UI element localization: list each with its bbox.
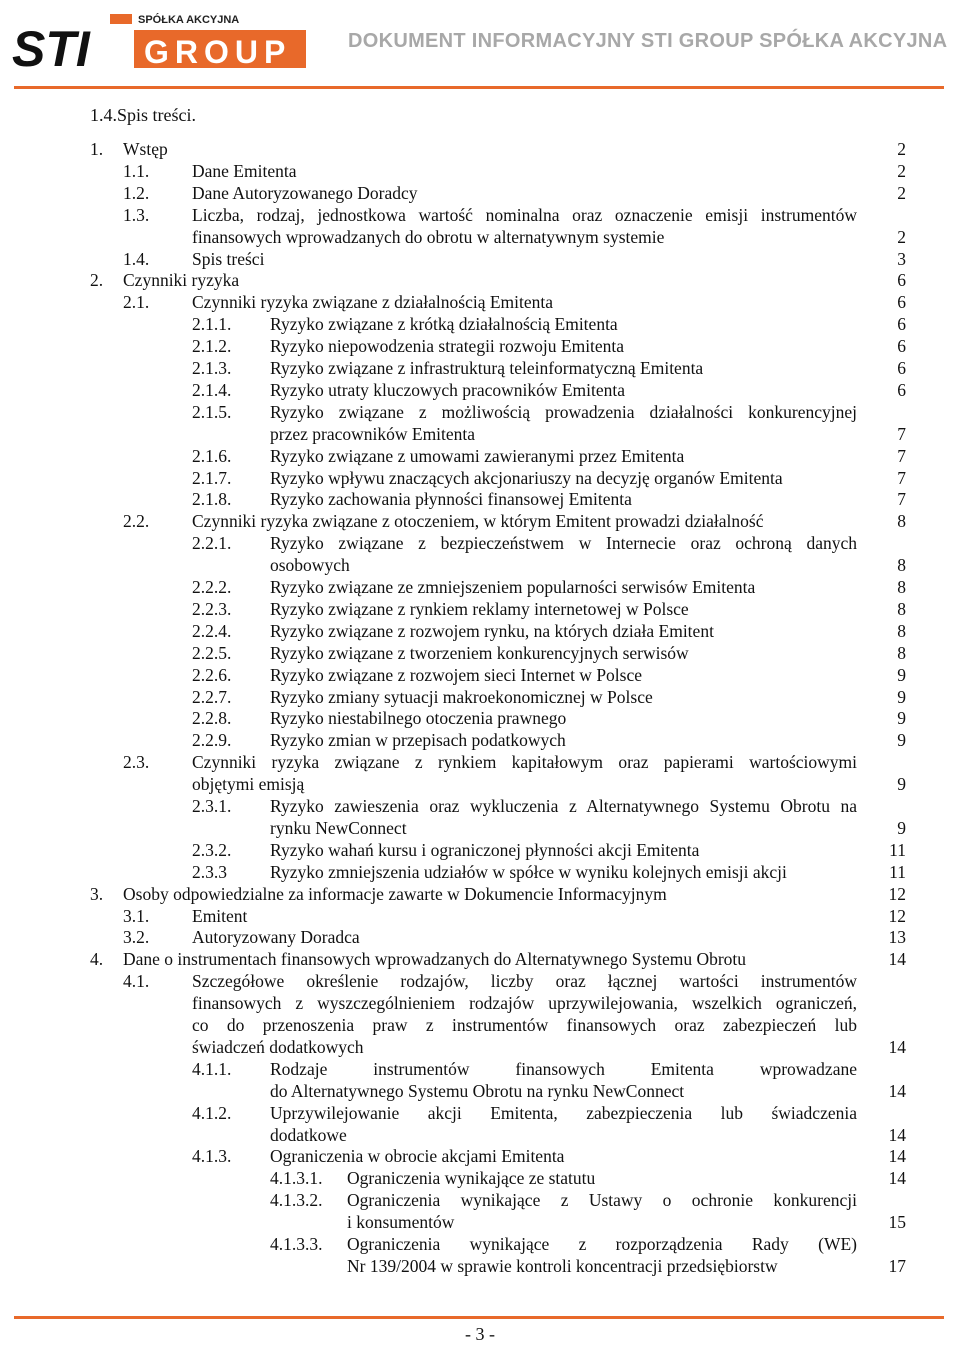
toc-entry-title: Ograniczenia wynikające z rozporządzenia Rady (WE) [347, 1234, 857, 1254]
toc-entry-title: Szczegółowe określenie rodzajów, liczby oraz łącznej wartości instrumentów [192, 971, 857, 992]
toc-entry-number: 2.2.2. [192, 577, 232, 597]
toc-entry-title: Ryzyko utraty kluczowych pracowników Emitenta [270, 379, 626, 400]
toc-entry-title: Liczba, rodzaj, jednostkowa wartość nominalna oraz oznaczenie emisji instrumentów [192, 204, 857, 225]
toc-entry-number: 4.1. [123, 971, 150, 992]
toc-entry-number: 3.2. [123, 927, 150, 948]
toc-entry-title: Czynniki ryzyka związane z rynkiem kapitałowym oraz papierami wartościowymi [192, 752, 857, 773]
document-header-title: DOKUMENT INFORMACYJNY STI GROUP SPÓŁKA AKCYJNA [348, 30, 948, 52]
toc-entry-page: 6 [897, 379, 906, 400]
toc-entry-number: 2.2.1. [192, 533, 232, 554]
toc-entry-title: Dane Emitenta [192, 160, 297, 181]
toc-entry-number: 1.2. [123, 182, 150, 203]
toc-entry-title: dodatkowe [270, 1124, 347, 1145]
toc-entry-page: 12 [888, 905, 906, 926]
toc-entry-title: Autoryzowany Doradca [192, 927, 360, 948]
toc-entry-number: 2.1.1. [192, 314, 232, 335]
toc-entry-page: 8 [897, 598, 906, 619]
toc-entry-title: Ryzyko związane z rozwojem sieci Internet w Polsce [270, 664, 643, 685]
toc-entry-page: 14 [888, 949, 906, 970]
toc-entry-number: 2.3. [123, 752, 150, 773]
toc-entry-title: Ryzyko zachowania płynności finansowej Emitenta [270, 489, 632, 510]
toc-entry-page: 14 [888, 1036, 906, 1057]
toc-entry-page: 2 [897, 182, 906, 203]
toc-entry-page: 11 [889, 861, 906, 882]
toc-entry-page: 17 [888, 1255, 906, 1276]
toc-entry-page: 8 [897, 620, 906, 641]
toc-entry-title: Czynniki ryzyka [123, 270, 240, 291]
toc-entry-page: 14 [888, 1168, 906, 1189]
toc-entry-title: Ograniczenia wynikające ze statutu [347, 1168, 596, 1189]
toc-entry-page: 3 [897, 248, 906, 269]
toc-entry-title: Ryzyko zmiany sytuacji makroekonomicznej w Polsce [270, 686, 653, 707]
toc-entry-title: Czynniki ryzyka związane z otoczeniem, w którym Emitent prowadzi działalność [192, 511, 764, 532]
toc-entry-page: 9 [897, 774, 906, 795]
toc-entry-title: Ograniczenia w obrocie akcjami Emitenta [270, 1146, 565, 1167]
toc-entry-page: 9 [897, 708, 906, 729]
toc-entry-title: przez pracowników Emitenta [270, 423, 476, 444]
toc-entry-number: 2.1.6. [192, 445, 232, 466]
toc-entry-number: 2.3.3 [192, 861, 227, 882]
toc-entry-number: 2.2.7. [192, 686, 232, 707]
toc-entry-number: 2.3.2. [192, 839, 232, 860]
toc-entry-number: 2.1.3. [192, 358, 232, 378]
toc-entry-title: Ryzyko związane ze zmniejszeniem popularności serwisów Emitenta [270, 577, 756, 597]
toc-entry-number: 4.1.1. [192, 1058, 232, 1079]
toc-entry-page: 7 [897, 467, 906, 488]
toc-entry-number: 2.1.7. [192, 467, 232, 488]
toc-entry-page: 6 [897, 336, 906, 357]
toc-entry-title: do Alternatywnego Systemu Obrotu na rynku NewConnect [270, 1080, 685, 1101]
toc-entry-page: 14 [888, 1124, 906, 1145]
toc-entry-title: objętymi emisją [192, 774, 305, 795]
toc-entry-title: Wstęp [123, 139, 168, 159]
toc-entry-title: Ryzyko związane z bezpieczeństwem w Internecie oraz ochroną danych [270, 533, 857, 554]
toc-entry-title: Spis treści [192, 248, 265, 269]
toc-entry-title: finansowych wprowadzanych do obrotu w alternatywnym systemie [192, 226, 665, 247]
logo-small-text: SPÓŁKA AKCYJNA [138, 14, 240, 26]
toc-entry-page: 11 [889, 839, 906, 860]
toc-entry-number: 4. [90, 949, 104, 970]
toc-entry-number: 2. [90, 270, 104, 291]
toc-entry-number: 2.1.4. [192, 379, 232, 400]
logo-group-text: GROUP [144, 34, 292, 70]
toc-entry-number: 1.1. [123, 160, 150, 181]
toc-entry-title: i konsumentów [347, 1212, 455, 1233]
toc-entry-page: 6 [897, 358, 906, 378]
toc-entry-title: Ograniczenia wynikające z Ustawy o ochronie konkurencji [347, 1190, 857, 1211]
toc-entry-number: 2.2.5. [192, 642, 232, 663]
logo-sti-text: STI [12, 21, 90, 72]
toc-entry-page: 8 [897, 511, 906, 532]
toc-entry-title: Ryzyko wahań kursu i ograniczonej płynności akcji Emitenta [270, 839, 700, 860]
toc-entry-title: Ryzyko zmniejszenia udziałów w spółce w wyniku kolejnych emisji akcji [270, 861, 787, 882]
toc-entry-title: Ryzyko zawieszenia oraz wykluczenia z Alternatywnego Systemu Obrotu na [270, 796, 857, 816]
toc-entry-number: 4.1.3. [192, 1146, 232, 1167]
toc-entry-title: świadczeń dodatkowych [192, 1036, 364, 1057]
toc-entry-number: 2.2. [123, 511, 150, 532]
toc-entry-title: Ryzyko związane z infrastrukturą teleinformatyczną Emitenta [270, 358, 704, 378]
page-number: - 3 - [465, 1324, 495, 1344]
toc-entry-number: 2.1.8. [192, 489, 232, 510]
toc-entry-title: finansowych z wyszczególnieniem rodzajów uprzywilejowania, wszelkich ograniczeń, [192, 993, 857, 1014]
toc-entry-page: 13 [888, 927, 906, 948]
toc-entry-title: rynku NewConnect [270, 817, 407, 838]
toc-entry-number: 1. [90, 139, 104, 159]
toc-entry-title: Rodzaje instrumentów finansowych Emitenta wprowadzane [270, 1058, 857, 1079]
toc-entry-title: Ryzyko zmian w przepisach podatkowych [270, 730, 566, 751]
toc-entry-number: 4.1.2. [192, 1102, 232, 1123]
toc-entry-number: 4.1.3.3. [270, 1234, 323, 1254]
toc-entry-page: 6 [897, 314, 906, 335]
toc-entry-number: 3.1. [123, 905, 150, 926]
toc-entry-title: Ryzyko niepowodzenia strategii rozwoju Emitenta [270, 336, 625, 357]
toc-entry-number: 2.1.5. [192, 401, 232, 422]
toc-entry-page: 14 [888, 1080, 906, 1101]
toc-entry-page: 8 [897, 577, 906, 597]
toc-entry-page: 9 [897, 686, 906, 707]
toc-entry-title: osobowych [270, 555, 350, 576]
toc-entry-title: Czynniki ryzyka związane z działalnością Emitenta [192, 292, 554, 313]
toc-entry-title: Nr 139/2004 w sprawie kontroli koncentracji przedsiębiorstw [347, 1255, 778, 1276]
toc-entry-number: 4.1.3.1. [270, 1168, 323, 1189]
toc-entry-page: 8 [897, 555, 906, 576]
toc-entry-page: 15 [888, 1212, 906, 1233]
toc-entry-title: Emitent [192, 905, 248, 926]
toc-entry-page: 9 [897, 664, 906, 685]
toc-entry-title: Ryzyko związane z możliwością prowadzenia działalności konkurencyjnej [270, 401, 857, 422]
toc-entry-title: Osoby odpowiedzialne za informacje zawarte w Dokumencie Informacyjnym [123, 883, 667, 904]
toc-entry-page: 14 [888, 1146, 906, 1167]
toc-entry-number: 2.1.2. [192, 336, 232, 357]
toc-entry-title: Dane Autoryzowanego Doradcy [192, 182, 418, 203]
toc-entry-page: 6 [897, 270, 906, 291]
toc-entry-title: Ryzyko związane z umowami zawieranymi przez Emitenta [270, 445, 685, 466]
toc-entry-number: 2.2.8. [192, 708, 232, 729]
toc-entry-page: 2 [897, 160, 906, 181]
toc-entry-number: 2.2.6. [192, 664, 232, 685]
toc-entry-number: 1.3. [123, 204, 150, 225]
toc-entry-page: 12 [888, 883, 906, 904]
toc-entry-number: 1.4. [123, 248, 150, 269]
toc-entry-page: 8 [897, 642, 906, 663]
toc-entry-number: 2.2.9. [192, 730, 232, 751]
toc-entry-page: 7 [897, 423, 906, 444]
toc-entry-title: Ryzyko związane z rozwojem rynku, na których działa Emitent [270, 620, 714, 641]
toc-entry-page: 7 [897, 489, 906, 510]
toc-entry-number: 2.1. [123, 292, 150, 313]
toc-entry-page: 9 [897, 817, 906, 838]
toc-heading: 1.4.Spis treści. [90, 105, 196, 125]
toc-entry-number: 3. [90, 883, 104, 904]
toc-entry-title: Ryzyko związane z tworzeniem konkurencyjnych serwisów [270, 642, 689, 663]
toc-entry-page: 6 [897, 292, 906, 313]
toc-entry-title: Ryzyko niestabilnego otoczenia prawnego [270, 708, 567, 729]
toc-entry-title: Dane o instrumentach finansowych wprowadzanych do Alternatywnego Systemu Obrotu [123, 949, 747, 970]
toc-entry-page: 2 [897, 226, 906, 247]
toc-entry-number: 2.3.1. [192, 796, 232, 816]
toc-entry-page: 2 [897, 139, 906, 159]
toc-entry-title: Uprzywilejowanie akcji Emitenta, zabezpieczenia lub świadczenia [270, 1102, 857, 1123]
footer-rule [14, 1316, 944, 1319]
toc-entry-title: Ryzyko związane z rynkiem reklamy internetowej w Polsce [270, 598, 689, 619]
toc-entry-title: Ryzyko związane z krótką działalnością Emitenta [270, 314, 618, 335]
toc-entry-page: 7 [897, 445, 906, 466]
toc-entry-page: 9 [897, 730, 906, 751]
toc-entry-number: 2.2.3. [192, 598, 232, 619]
toc-entry-title: Ryzyko wpływu znaczących akcjonariuszy na decyzję organów Emitenta [270, 467, 783, 488]
toc-entry-number: 4.1.3.2. [270, 1190, 323, 1211]
toc-entry-number: 2.2.4. [192, 620, 232, 641]
toc-entry-title: co do przenoszenia praw z instrumentów finansowych oraz zabezpieczeń lub [192, 1015, 857, 1035]
